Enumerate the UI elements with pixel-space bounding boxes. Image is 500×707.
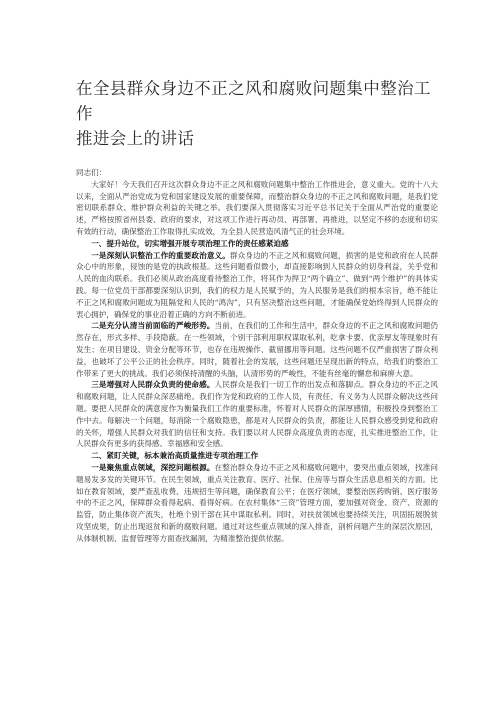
paragraph-1-1: 一是深刻认识整治工作的重要政治意义。群众身边的不正之风和腐败问题，损害的是党和政府在人民群众心中的形象，侵蚀的是党的执政根基。这些问题看似微小，却直接影响到人民群众的切身利益，关乎党和人民的血肉联系。我们必须从政治高度看待整治工作，将其作为捍卫“两个确立”、做到“两个维护”的具体实践。每一位党员干部都要深刻认识到，我们的权力是人民赋予的，为人民服务是我们的根本宗旨，绝不能让不正之风和腐败问题成为阻隔党和人民的“鸿沟”，只有坚决整治这些问题，才能确保党始终得到人民群众的衷心拥护，确保党的事业沿着正确的方向不断前进。 [76, 250, 439, 319]
title-line-1: 在全县群众身边不正之风和腐败问题集中整治工作 [76, 79, 431, 123]
document-title [76, 76, 438, 151]
paragraph-2-1: 一是聚焦重点领域，深挖问题根源。在整治群众身边不正之风和腐败问题中，要突出重点领域，找准问题易发多发的关键环节。在民生领域，重点关注教育、医疗、社保、住房等与群众生活息息相关的方面。比如在教育领域，要严查乱收费、违规招生等问题，确保教育公平；在医疗领域，要整治医药购销、医疗服务中的不正之风，保障群众看得起病、看得好病。在农村集体“三资”管理方面，要加强对资金、资产、资源的监管，防止集体资产流失，杜绝个别干部在其中谋取私利。同时，对扶贫领域也要持续关注，巩固拓展脱贫攻坚成果，防止出现返贫和新的腐败问题。通过对这些重点领域的深入排查，剖析问题产生的深层次原因，从体制机制、监督管理等方面查找漏洞，为精准整治提供依据。 [76, 462, 439, 543]
document-body [76, 167, 438, 545]
section-heading-1: 一、提升站位，切实增强开展专项治理工作的责任感紧迫感 [91, 238, 289, 248]
paragraph-lead: 三是增强对人民群众负责的使命感。 [91, 380, 215, 390]
paragraph-lead: 一是聚焦重点领域，深挖问题根源。 [91, 462, 215, 472]
paragraph-lead: 二是充分认清当前面临的严峻形势。 [91, 321, 215, 331]
salutation: 同志们： [76, 168, 107, 177]
title-line-2: 推进会上的讲话 [76, 129, 195, 148]
paragraph-1-2: 二是充分认清当前面临的严峻形势。当前，在我们的工作和生活中，群众身边的不正之风和腐败问题仍然存在，形式多样、手段隐蔽。在一些领域，个别干部利用职权谋取私利，吃拿卡要、优亲厚友等现象时有发生；在项目建设、资金分配等环节，也存在违规操作、截留挪用等问题。这些问题不仅严重损害了群众利益，也破坏了公平公正的社会秩序。同时，随着社会的发展，这些问题还呈现出新的特点，给我们的整治工作带来了更大的挑战。我们必须保持清醒的头脑，认清形势的严峻性，不能有丝毫的懈怠和麻痹大意。 [76, 321, 439, 378]
paragraph-intro: 大家好！今天我们召开这次群众身边不正之风和腐败问题集中整治工作推进会，意义重大。党的十八大以来，全面从严治党成为党和国家建设发展的重要保障，而整治群众身边的不正之风和腐败问题，是我们党密切联系群众、维护群众利益的关键之举。我们要深入贯彻落实习近平总书记关于全面从严治党的重要论述，严格按照省州县委、政府的要求，对这项工作进行再动员、再部署、再推进，以坚定不移的态度和切实有效的行动，确保整治工作取得扎实成效，为全县人民营造风清气正的社会环境。 [76, 179, 438, 236]
paragraph-1-3: 三是增强对人民群众负责的使命感。人民群众是我们一切工作的出发点和落脚点。群众身边的不正之风和腐败问题，让人民群众深恶痛绝。我们作为党和政府的工作人员，有责任、有义务为人民群众解决这些问题。要把人民群众的满意度作为衡量我们工作的重要标准，怀着对人民群众的深厚感情，积极投身到整治工作中去。每解决一个问题，每消除一个腐败隐患，都是对人民群众的负责，都能让人民群众感受到党和政府的关怀，增强人民群众对我们的信任和支持。我们要以对人民群众高度负责的态度，扎实推进整治工作，让人民群众有更多的获得感、幸福感和安全感。 [76, 380, 439, 449]
paragraph-lead: 一是深刻认识整治工作的重要政治意义。 [91, 250, 230, 260]
section-heading-2: 二、紧盯关键，标本兼治高质量推进专项治理工作 [91, 451, 259, 461]
